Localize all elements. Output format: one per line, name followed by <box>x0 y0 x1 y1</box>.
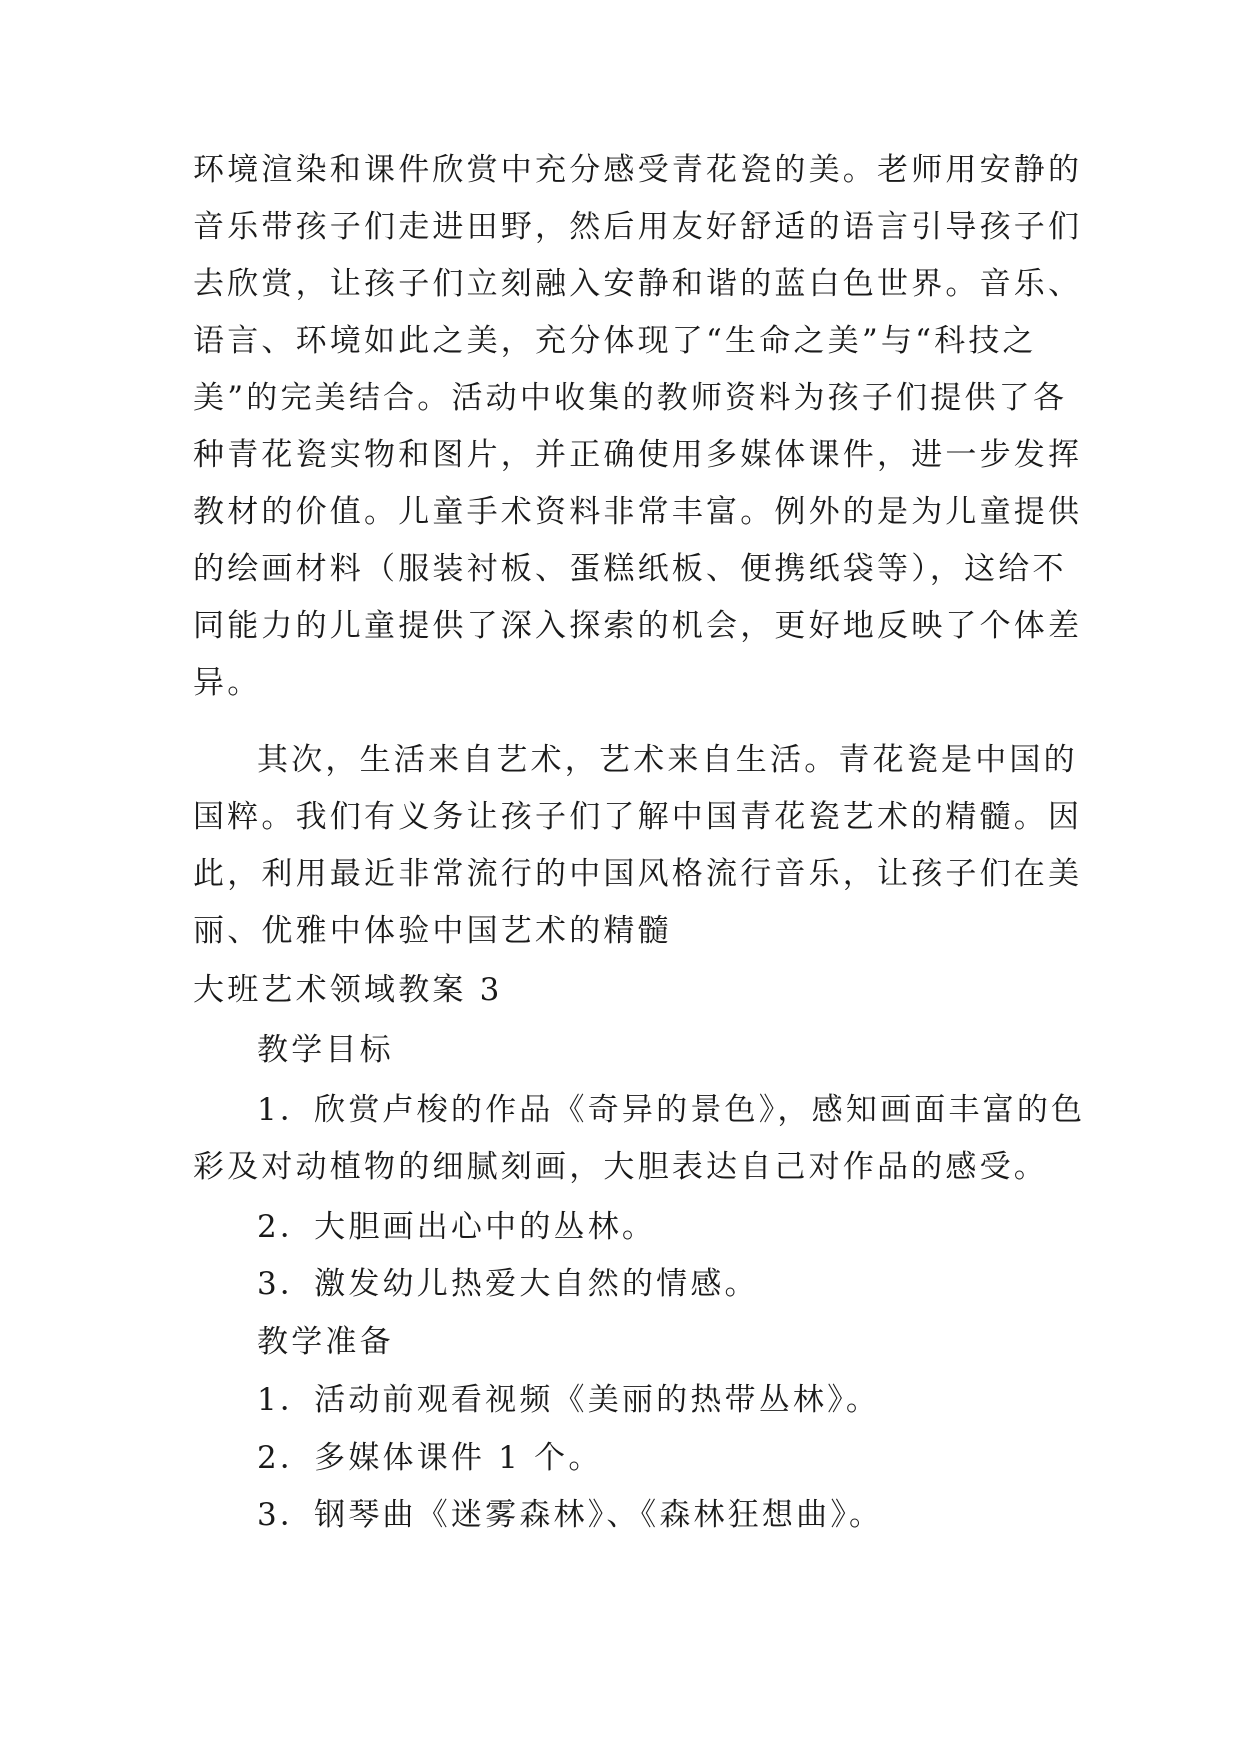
list-item: 2．多媒体课件 1 个。 <box>257 1440 603 1476</box>
text-line: 国粹。我们有义务让孩子们了解中国青花瓷艺术的精髓。因 <box>193 799 1083 835</box>
text-line: 彩及对动植物的细腻刻画，大胆表达自己对作品的感受。 <box>193 1149 1048 1185</box>
text-line: 语言、环境如此之美，充分体现了“生命之美”与“科技之 <box>193 323 1037 359</box>
text-line: 音乐带孩子们走进田野，然后用友好舒适的语言引导孩子们 <box>193 209 1083 245</box>
text-line: 同能力的儿童提供了深入探索的机会，更好地反映了个体差 <box>193 608 1083 644</box>
text-line: 种青花瓷实物和图片，并正确使用多媒体课件，进一步发挥 <box>193 437 1083 473</box>
list-item: 2．大胆画出心中的丛林。 <box>257 1209 657 1245</box>
subheading: 教学准备 <box>257 1324 394 1360</box>
text-line: 的绘画材料（服装衬板、蛋糕纸板、便携纸袋等），这给不 <box>193 551 1067 587</box>
text-line: 此，利用最近非常流行的中国风格流行音乐，让孩子们在美 <box>193 856 1083 892</box>
text-line: 其次，生活来自艺术，艺术来自生活。青花瓷是中国的 <box>257 742 1078 778</box>
section-heading: 大班艺术领域教案 3 <box>193 972 503 1008</box>
text-line: 教材的价值。儿童手术资料非常丰富。例外的是为儿童提供 <box>193 494 1083 530</box>
text-line: 美”的完美结合。活动中收集的教师资料为孩子们提供了各 <box>193 380 1068 416</box>
subheading: 教学目标 <box>257 1032 394 1068</box>
list-item: 1．活动前观看视频《美丽的热带丛林》。 <box>257 1382 881 1418</box>
list-item: 1．欣赏卢梭的作品《奇异的景色》，感知画面丰富的色 <box>257 1092 1086 1128</box>
list-item: 3．钢琴曲《迷雾森林》、《森林狂想曲》。 <box>257 1497 884 1533</box>
text-line: 丽、优雅中体验中国艺术的精髓 <box>193 913 672 949</box>
text-line: 环境渲染和课件欣赏中充分感受青花瓷的美。老师用安静的 <box>193 152 1083 188</box>
list-item: 3．激发幼儿热爱大自然的情感。 <box>257 1266 759 1302</box>
text-line: 去欣赏，让孩子们立刻融入安静和谐的蓝白色世界。音乐、 <box>193 266 1083 302</box>
text-line: 异。 <box>193 665 262 701</box>
